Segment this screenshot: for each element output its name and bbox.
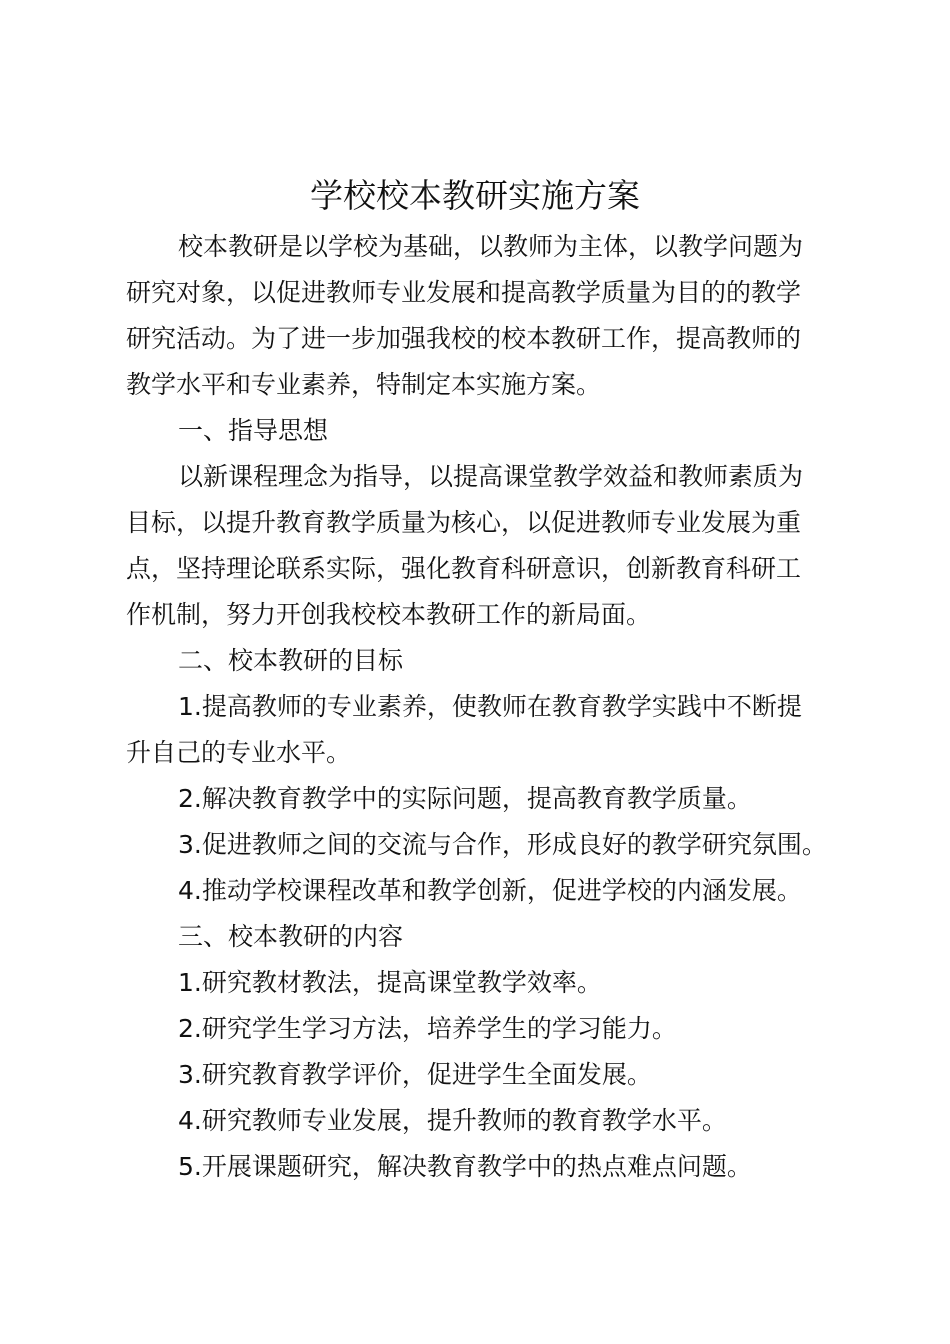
section3-heading: 三、校本教研的内容 [178, 922, 404, 951]
content-item [126, 960, 832, 1006]
text-line: 2.研究学生学习方法，培养学生的学习能力。 [178, 1014, 677, 1043]
text-line: 点，坚持理论联系实际，强化教育科研意识，创新教育科研工 [126, 554, 802, 583]
content-item [126, 1052, 832, 1098]
text-line: 4.推动学校课程改革和教学创新，促进学校的内涵发展。 [178, 876, 802, 905]
section-heading [126, 408, 832, 454]
text-line: 校本教研是以学校为基础，以教师为主体，以教学问题为 [178, 232, 804, 261]
goal-item [126, 776, 832, 822]
section2-heading: 二、校本教研的目标 [178, 646, 404, 675]
text-line: 教学水平和专业素养，特制定本实施方案。 [126, 370, 602, 399]
text-line: 1.研究教材教法，提高课堂教学效率。 [178, 968, 602, 997]
text-line: 作机制，努力开创我校校本教研工作的新局面。 [126, 600, 652, 629]
goal-item [126, 868, 832, 914]
guiding-ideology-paragraph [126, 454, 832, 638]
text-line: 4.研究教师专业发展，提升教师的教育教学水平。 [178, 1106, 727, 1135]
content-item [126, 1144, 832, 1190]
section-heading [126, 914, 832, 960]
text-line: 研究对象，以促进教师专业发展和提高教学质量为目的的教学 [126, 278, 802, 307]
text-line: 升自己的专业水平。 [126, 738, 352, 767]
document-title: 学校校本教研实施方案 [310, 176, 640, 215]
text-line: 目标，以提升教育教学质量为核心，以促进教师专业发展为重 [126, 508, 802, 537]
document-body [126, 224, 832, 1190]
goal-item [126, 684, 832, 776]
text-line: 5.开展课题研究，解决教育教学中的热点难点问题。 [178, 1152, 752, 1181]
text-line: 以新课程理念为指导，以提高课堂教学效益和教师素质为 [178, 462, 804, 491]
section1-heading: 一、指导思想 [178, 416, 329, 445]
text-line: 3.研究教育教学评价，促进学生全面发展。 [178, 1060, 652, 1089]
text-line: 3.促进教师之间的交流与合作，形成良好的教学研究氛围。 [178, 830, 827, 859]
section-heading [126, 638, 832, 684]
content-item [126, 1098, 832, 1144]
intro-paragraph [126, 224, 832, 408]
goal-item [126, 822, 832, 868]
text-line: 2.解决教育教学中的实际问题，提高教育教学质量。 [178, 784, 752, 813]
text-line: 1.提高教师的专业素养，使教师在教育教学实践中不断提 [178, 692, 802, 721]
content-item [126, 1006, 832, 1052]
text-line: 研究活动。为了进一步加强我校的校本教研工作，提高教师的 [126, 324, 802, 353]
